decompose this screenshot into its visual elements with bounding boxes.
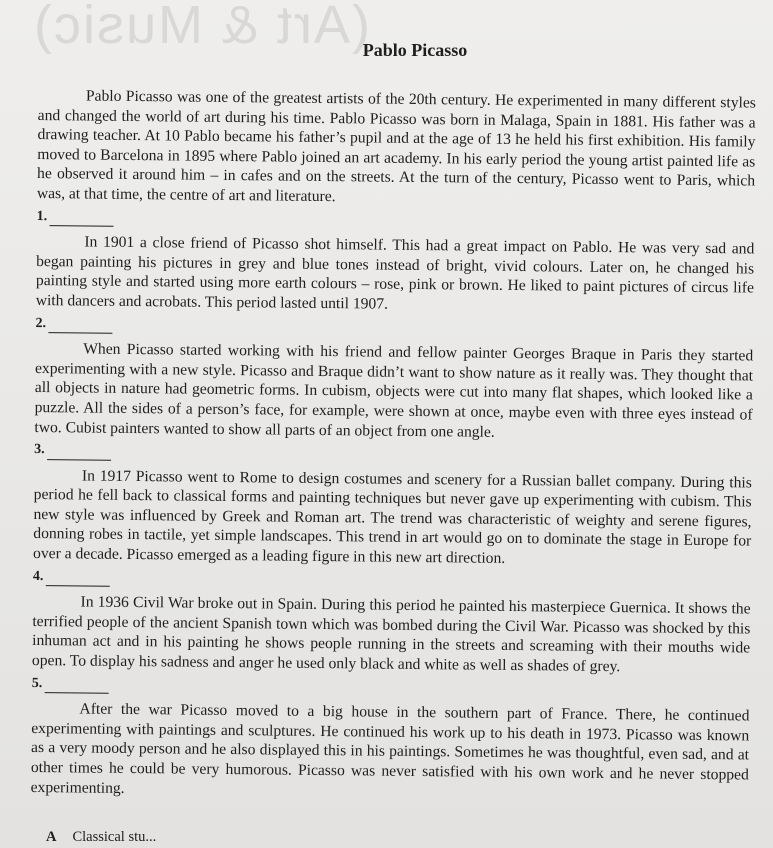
page-title: Pablo Picasso (362, 40, 468, 60)
answer-line[interactable] (47, 447, 111, 461)
gap-3[interactable]: 3. (34, 440, 752, 467)
answer-line[interactable] (49, 213, 113, 227)
paragraph-2: In 1901 a close friend of Picasso shot himself. This had a great impact on Pablo. He was very sad and began painting his pictures in grey and blue tones instead of bright, vivid colours. Later on, he changed his painting style and started using more earth colours – rose, pink or brown. He liked to paint pictures of circus life with dancers and acrobats. This period lasted until 1907. (35, 233, 755, 313)
article-body (31, 86, 756, 805)
watermark: (Art & Music) (32, 0, 371, 55)
paragraph-4: In 1917 Picasso went to Rome to design costumes and scenery for a Russian ballet company. During this period he fell back to classical forms and painting techniques but never gave up experimenting with cubism. This new style was influenced by Greek and Roman art. The trend was characteristic of weighty and serene figures, donning robes in tactile, yet simple landscapes. This trend in art would go on to dominate the stage in Europe for over a decade. Picasso emerged as a leading figure in this new art direction. (33, 467, 752, 567)
option-letter: A (46, 829, 57, 845)
gap-5[interactable]: 5. (32, 674, 750, 701)
gap-1[interactable]: 1. (37, 207, 755, 234)
answer-line[interactable] (44, 680, 108, 694)
answer-line[interactable] (48, 320, 112, 334)
paragraph-1: Pablo Picasso was one of the greatest artists of the 20th century. He experimented in many different styles and changed the world of art during his time. Pablo Picasso was born in Malaga, Spain in 1881. His father was a drawing teacher. At 10 Pablo became his father’s pupil and at the age of 13 he held his first exhibition. His family moved to Barcelona in 1895 where Pablo joined an art academy. In his early period the young artist painted life as he observed it around him – in cafes and on the streets. At the turn of the century, Picasso went to Paris, which was, at that time, the centre of art and literature. (36, 87, 756, 206)
answer-line[interactable] (45, 573, 109, 587)
gap-4[interactable]: 4. (33, 567, 751, 594)
paragraph-5: In 1936 Civil War broke out in Spain. During this period he painted his masterpiece Guernica. It shows the terrified people of the ancient Spanish town which was bombed during the Civil War. Picasso was shocked by this inhuman act and in his painting he shows people running in the streets and screaming with their mouths wide open. To display his sadness and anger he used only black and white as well as shades of grey. (31, 593, 751, 676)
paragraph-3: When Picasso started working with his friend and fellow painter Georges Braque in Paris they started experimenting with a new style. Picasso and Braque didn’t want to show nature as it really was. They thought that all objects in nature had geometric forms. In cubism, objects were cut into many flat shapes, which looked like a puzzle. All the sides of a person’s face, for example, were shown at once, maybe even with three eyes instead of two. Cubist painters wanted to show all parts of an object from one angle. (34, 340, 754, 441)
paragraph-6: After the war Picasso moved to a big house in the southern part of France. There, he continued experimenting with paintings and sculptures. He continued his work up to his death in 1973. Picasso was known as a very moody person and he also displayed this in his paintings. Sometimes he was thoughtful, even sad, and at other times he could be very humorous. Picasso was never satisfied with his own work and he never stopped experimenting. (30, 700, 750, 797)
option-a (46, 829, 156, 846)
option-text: Classical stu... (72, 829, 157, 845)
gap-2[interactable]: 2. (35, 314, 753, 341)
